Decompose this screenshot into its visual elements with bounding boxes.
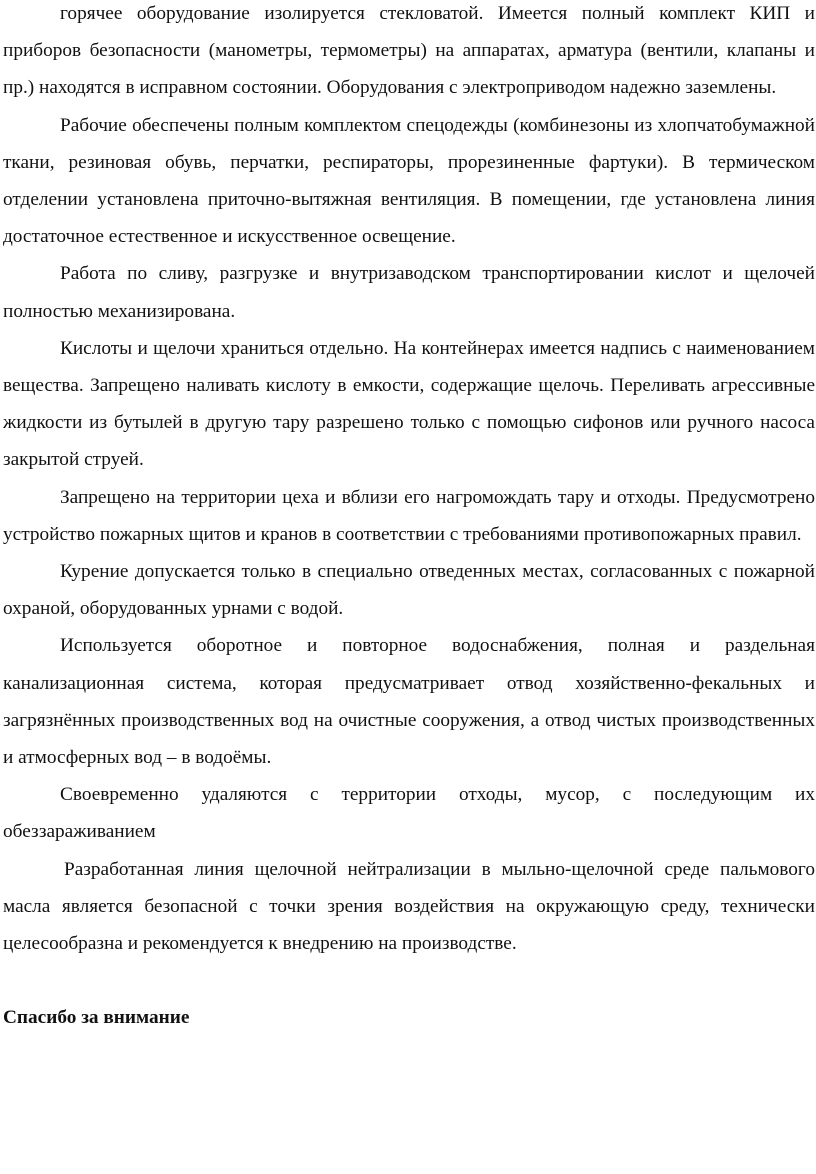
- paragraph-conclusion: Разработанная линия щелочной нейтрализации в мыльно-щелочной среде пальмового масла является безопасной с точки зрения воздействия на окружающую среду, технически целесообразна и рекомендуется к внедрению на производстве.: [3, 858, 815, 955]
- closing-thanks: Спасибо за внимание: [3, 1007, 190, 1029]
- paragraph-workwear-ventilation: Рабочие обеспечены полным комплектом спецодежды (комбинезоны из хлопчатобумажной ткани, резиновая обувь, перчатки, респираторы, прорезиненные фартуки). В термическом отделении установлена приточно-вытяжная вентиляция. В помещении, где установлена линия достаточное естественное и искусственное освещение.: [3, 114, 815, 248]
- paragraph-water-supply: Используется оборотное и повторное водоснабжения, полная и раздельная канализационная система, которая предусматривает отвод хозяйственно-фекальных и загрязнённых производственных вод на очистные сооружения, а отвод чистых производственных и атмосферных вод – в водоёмы.: [3, 635, 815, 769]
- blank-line: [3, 962, 815, 999]
- document-body: [3, 0, 815, 1037]
- paragraph-waste-removal: Своевременно удаляются с территории отходы, мусор, с последующим их обеззараживанием: [3, 784, 815, 843]
- paragraph-fire-safety: Запрещено на территории цеха и вблизи его нагромождать тару и отходы. Предусмотрено устройство пожарных щитов и кранов в соответствии с требованиями противопожарных правил.: [3, 486, 815, 545]
- paragraph-acid-transport: Работа по сливу, разгрузке и внутризаводском транспортировании кислот и щелочей полностью механизирована.: [3, 263, 815, 322]
- paragraph-acid-storage: Кислоты и щелочи храниться отдельно. На контейнерах имеется надпись с наименованием вещества. Запрещено наливать кислоту в емкости, содержащие щелочь. Переливать агрессивные жидкости из бутылей в другую тару разрешено только с помощью сифонов или ручного насоса закрытой струей.: [3, 337, 815, 471]
- paragraph-smoking-rules: Курение допускается только в специально отведенных местах, согласованных с пожарной охраной, оборудованных урнами с водой.: [3, 561, 815, 620]
- paragraph-equipment-safety: горячее оборудование изолируется стекловатой. Имеется полный комплект КИП и приборов безопасности (манометры, термометры) на аппаратах, арматура (вентили, клапаны и пр.) находятся в исправном состоянии. Оборудования с электроприводом надежно заземлены.: [3, 3, 815, 99]
